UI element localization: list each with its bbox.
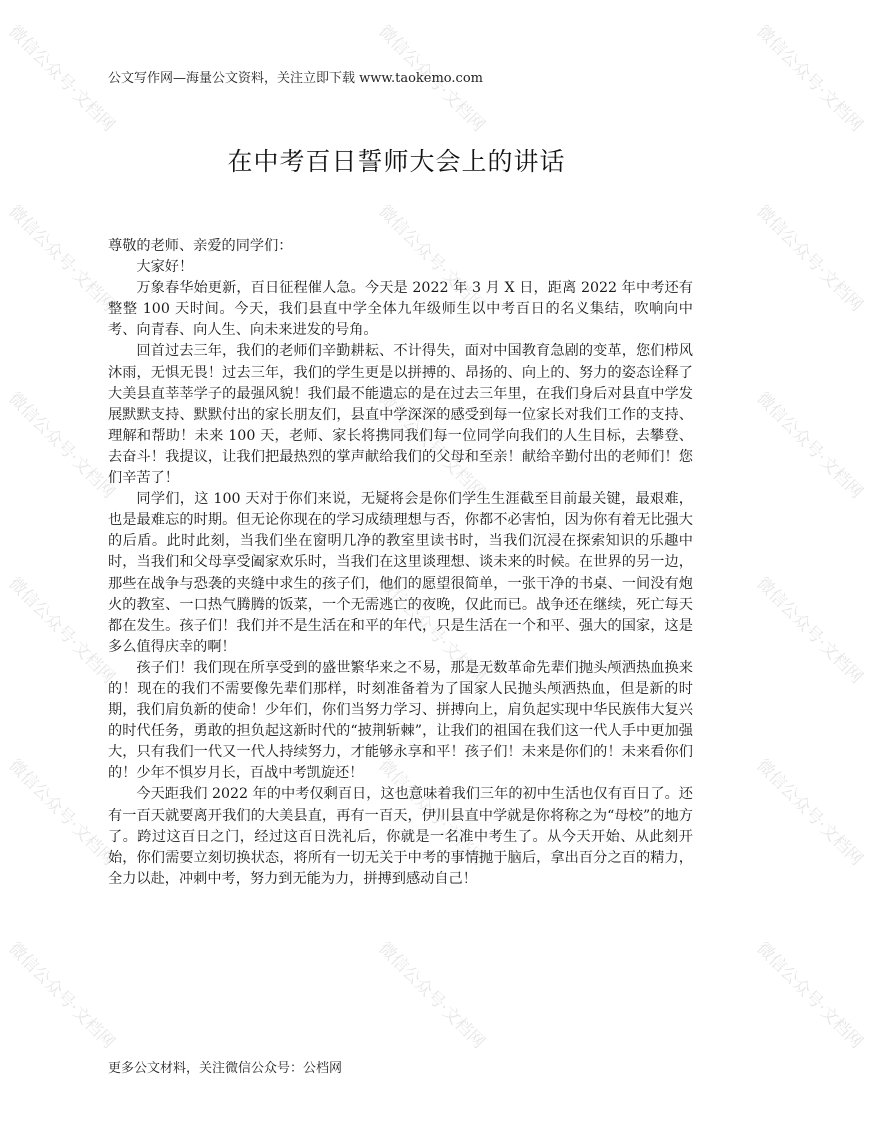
watermark: 微信公众号·文档网 xyxy=(4,755,119,870)
document-title: 在中考百日誓师大会上的讲话 xyxy=(227,147,566,176)
watermark: 微信公众号·文档网 xyxy=(752,388,867,503)
watermark: 微信公众号·文档网 xyxy=(4,938,119,1053)
greeting: 大家好！ xyxy=(136,259,194,276)
page-footer: 更多公文材料，关注微信公众号：公档网 xyxy=(108,1061,343,1076)
watermark: 微信公众号·文档网 xyxy=(374,201,489,316)
watermark: 微信公众号·文档网 xyxy=(752,21,867,136)
watermark: 微信公众号·文档网 xyxy=(4,201,119,316)
watermark: 微信公众号·文档网 xyxy=(374,755,489,870)
salutation: 尊敬的老师、亲爱的同学们： xyxy=(108,238,293,254)
watermark: 微信公众号·文档网 xyxy=(4,21,119,136)
watermark: 微信公众号·文档网 xyxy=(752,755,867,870)
paragraph: 今天距我们 2022 年的中考仅剩百日，这也意味着我们三年的初中生活也仅有百日了。还有一百天就要离开我们的大美县直，再有一百天，伊川县直中学就是你将称之为“母校”的地方了。跨过这百日之门，经过这百日洗礼后，你就是一名准中考生了。从今天开始、从此刻开始，你们需要立刻切换状态，将所有一切无关于中考的事情抛于脑后，拿出百分之百的精力，全力以赴，冲刺中考，努力到无能为力，拼搏到感动自己！ xyxy=(108,786,693,887)
watermark: 微信公众号·文档网 xyxy=(752,938,867,1053)
paragraph: 万象春华始更新，百日征程催人急。今天是 2022 年 3 月 X 日，距离 2022 年中考还有整整 100 天时间。今天，我们县直中学全体九年级师生以中考百日的名义集结，吹响向中考、向青春、向人生、向未来进发的号角。 xyxy=(108,280,693,339)
paragraph: 同学们，这 100 天对于你们来说，无疑将会是你们学生生涯截至目前最关键，最艰难，也是最难忘的时期。但无论你现在的学习成绩理想与否，你都不必害怕，因为你有着无比强大的后盾。此时此刻，当我们坐在窗明几净的教室里读书时，当我们沉浸在探索知识的乐趣中时，当我们和父母享受阖家欢乐时，当我们在这里谈理想、谈未来的时候。在世界的另一边，那些在战争与恐袭的夹缝中求生的孩子们，他们的愿望很简单，一张干净的书桌、一间没有炮火的教室、一口热气腾腾的饭菜，一个无需逃亡的夜晚，仅此而已。战争还在继续，死亡每天都在发生。孩子们！我们并不是生活在和平的年代，只是生活在一个和平、强大的国家，这是多么值得庆幸的啊！ xyxy=(108,491,693,655)
speech-body xyxy=(108,236,693,890)
watermark: 微信公众号·文档网 xyxy=(374,388,489,503)
watermark: 微信公众号·文档网 xyxy=(752,573,867,688)
paragraph: 孩子们！我们现在所享受到的盛世繁华来之不易，那是无数革命先辈们抛头颅洒热血换来的！现在的我们不需要像先辈们那样，时刻准备着为了国家人民抛头颅洒热血，但是新的时期，我们肩负新的使命！少年们，你们当努力学习、拼搏向上，肩负起实现中华民族伟大复兴的时代任务，勇敢的担负起这新时代的“披荆斩棘”，让我们的祖国在我们这一代人手中更加强大，只有我们一代又一代人持续努力，才能够永享和平！孩子们！未来是你们的！未来看你们的！少年不惧岁月长，百战中考凯旋还！ xyxy=(108,659,693,782)
paragraph: 回首过去三年，我们的老师们辛勤耕耘、不计得失，面对中国教育急剧的变革，您们栉风沐雨，无惧无畏！过去三年，我们的学生更是以拼搏的、昂扬的、向上的、努力的姿态诠释了大美县直莘莘学子的最强风貌！我们最不能遗忘的是在过去三年里，在我们身后对县直中学发展默默支持、默默付出的家长朋友们，县直中学深深的感受到每一位家长对我们工作的支持、理解和帮助！未来 100 天，老师、家长将携同我们每一位同学向我们的人生目标，去攀登、去奋斗！我提议，让我们把最热烈的掌声献给我们的父母和至亲！献给辛勤付出的老师们！您们辛苦了！ xyxy=(108,343,693,487)
page-header: 公文写作网—海量公文资料，关注立即下载 www.taokemo.com xyxy=(108,71,483,86)
watermark: 微信公众号·文档网 xyxy=(374,573,489,688)
watermark: 微信公众号·文档网 xyxy=(374,938,489,1053)
watermark: 微信公众号·文档网 xyxy=(752,201,867,316)
watermark: 微信公众号·文档网 xyxy=(4,388,119,503)
watermark: 微信公众号·文档网 xyxy=(4,573,119,688)
watermark: 微信公众号·文档网 xyxy=(374,21,489,136)
